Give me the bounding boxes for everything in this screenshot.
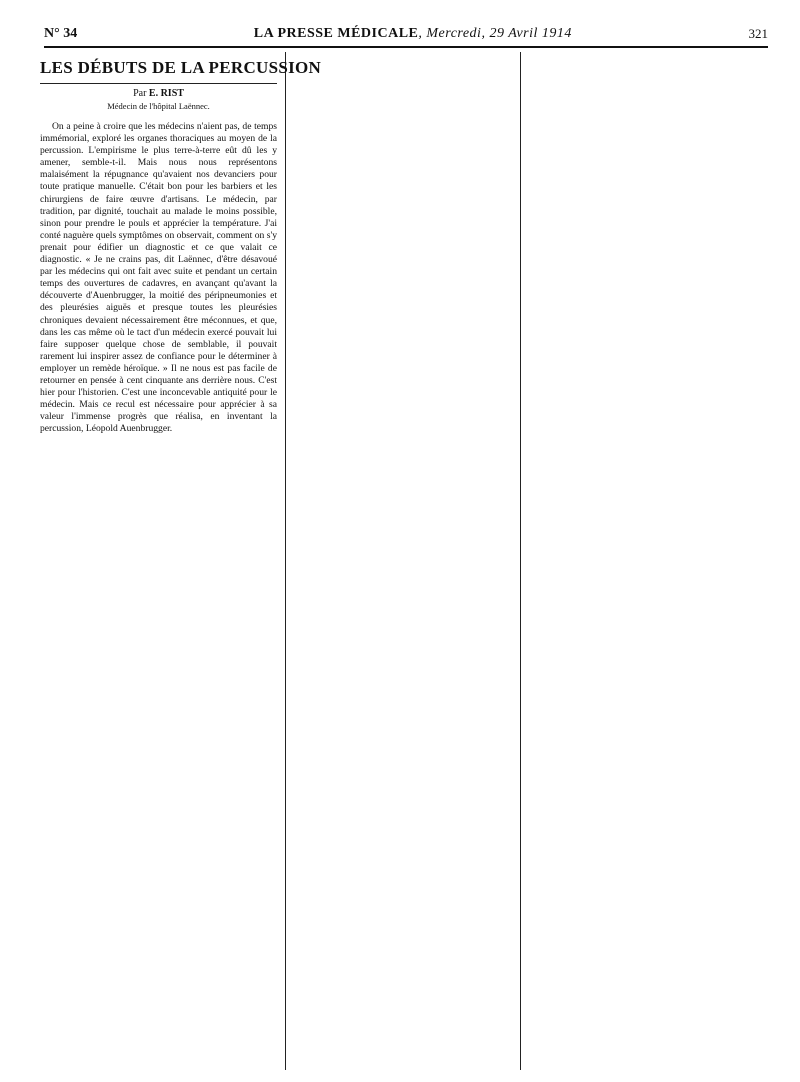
header-rule: [44, 46, 768, 48]
column-divider-1: [285, 52, 286, 1070]
author-affiliation: Médecin de l'hôpital Laënnec.: [107, 101, 210, 111]
journal-header: [254, 26, 572, 42]
journal-name: LA PRESSE MÉDICALE: [253, 26, 419, 41]
byline: [40, 88, 277, 99]
article-title: LES DÉBUTS DE LA PERCUSSION: [40, 58, 322, 77]
issue-date: , Mercredi, 29 Avril 1914: [418, 26, 572, 41]
opening-paragraph: On a peine à croire que les médecins n'aient pas, de temps immémorial, exploré les organes thoraciques au moyen de la percussion. L'empirisme le plus terre-à-terre eût dû les y amener, semble-t-il. Mais nous nous représentons malaisément la répugnance qu'avaient nos devanciers pour toute pratique manuelle. C'était bon pour les barbiers et les chirurgiens de faire œuvre d'artisans. Le médecin, par tradition, par dignité, touchait au malade le moins possible, sinon pour prendre le pouls et apprécier la température. J'ai conté naguère quels symptômes on observait, comment on s'y prenait pour édifier un diagnostic et ce que valait ce diagnostic. « Je ne crains pas, dit Laënnec, d'être désavoué par les médecins qui ont fait avec suite et pendant un certain temps des ouvertures de cadavres, en avançant qu'avant la découverte d'Auenbrugger, la moitié des péripneumonies et des pleurésies aiguës et presque toutes les pleurésies chroniques devaient nécessairement être méconnues, et que, dans les cas même où le tact d'un médecin exercé pouvait lui faire supposer quelque chose de semblable, il pouvait rarement lui inspirer assez de confiance pour le déterminer à employer un remède héroïque. » Il ne nous est pas facile de retourner en pensée à cent cinquante ans derrière nous. C'est hier pour l'historien. C'est une inconcevable antiquité pour le médecin. Mais ce recul est nécessaire pour apprécier à sa valeur l'immense progrès que réalisa, en inventant la percussion, Léopold Auenbrugger.: [40, 121, 277, 435]
page-number: 321: [748, 26, 768, 41]
title-rule: [40, 83, 277, 84]
column-1: [40, 52, 322, 435]
page-header: [44, 18, 768, 42]
issue-number: N° 34: [44, 26, 78, 41]
author-name: E. RIST: [148, 88, 184, 99]
column-divider-2: [520, 52, 521, 1070]
byline-prefix: Par: [133, 88, 149, 99]
